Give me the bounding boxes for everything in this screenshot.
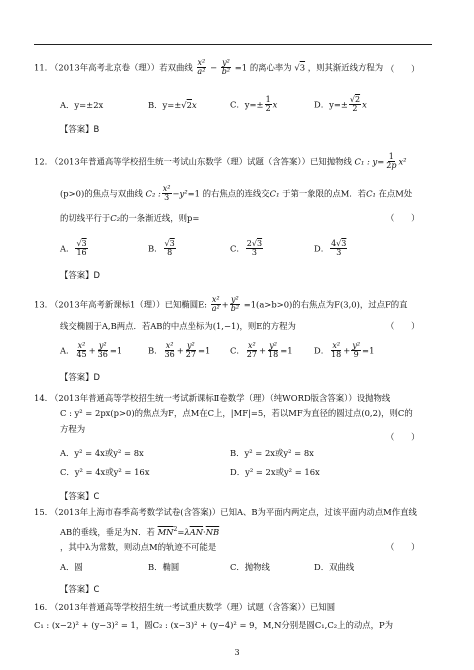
q14-answer: 【答案】C	[60, 491, 100, 501]
q12-paren: （ ）	[386, 213, 420, 223]
q13-option-c: C． $\frac{\text{x²}}{27}$ + $\frac{\text{y²}}{18}$ =1	[230, 341, 293, 360]
q11-frac-y: $\frac{\text{y²}}{\text{b²}}$	[221, 58, 231, 77]
q13-stem-1: 13. （2013年高考新课标1（理））已知椭圆E: $\frac{\text{x²}}{\text{a²}}$ + $\frac{\text{y²}}{\text{b²}}$ =1(a>b>0)的右焦点为F(3,0)，过点F的直	[34, 295, 408, 314]
q16-stem-2: C₁ : (x−2)² + (y−3)² = 1，圆C₂ : (x−3)² + (y−4)² = 9，M,N分别是圆C₁,C₂上的动点，P为	[34, 620, 393, 630]
q13-stem-2: 线交椭圆于A,B两点．若AB的中点坐标为(1,−1)，则E的方程为	[60, 321, 296, 331]
q15-option-b: B．椭圆	[148, 562, 180, 572]
q12-stem-1: 12. （2013年普通高等学校招生统一考试山东数学（理）试题（含答案））已知抛物线 C₁ : y= $\frac{1}{2p}$ x²	[34, 152, 407, 171]
q11-answer: 【答案】B	[60, 124, 100, 134]
q15-paren: （ ）	[386, 542, 420, 552]
q15-stem-1: 15. （2013年上海市春季高考数学试卷(含答案)）已知A、B为平面内两定点，过该平面内动点M作直线	[34, 507, 417, 517]
q14-stem-1: 14. （2013年普通高等学校招生统一考试新课标Ⅱ卷数学（理）（纯WORD版含答案））设抛物线	[34, 393, 391, 403]
q11-stem: 11. （2013年高考北京卷（理））若双曲线 $\frac{\text{x²}}{\text{a²}}$ − $\frac{\text{y²}}{\text{b²}}$ =1 的离心率为 √3 ，则其渐近线方程为	[34, 58, 384, 77]
q14-option-b: B．y² = 2x或y² = 8x	[230, 448, 314, 458]
q12-option-d: D． $\frac{4√3}{3}$	[314, 239, 347, 258]
q13-option-d: D． $\frac{\text{x²}}{18}$ + $\frac{\text{y²}}{9}$ =1	[314, 341, 375, 360]
q15-stem-2: AB的垂线，垂足为N．若 $\overline{MN}^2=\lambda\overline{AN}\cdot\overline{NB}$	[60, 526, 220, 537]
q11-option-c: C．y=± $\frac{1}{2}$ x	[230, 95, 278, 114]
q14-paren: （ ）	[386, 432, 420, 442]
q12-option-c: C． $\frac{2√3}{3}$	[230, 239, 263, 258]
q13-option-a: A． $\frac{\text{x²}}{45}$ + $\frac{\text{y²}}{36}$ =1	[60, 341, 123, 360]
q14-option-c: C．y² = 4x或y² = 16x	[60, 467, 150, 477]
q14-stem-2: C : y² = 2px(p>0)的焦点为F，点M在C上，|MF|=5，若以MF为直径的圆过点(0,2)，则C的	[60, 408, 413, 418]
q15-answer: 【答案】C	[60, 584, 100, 594]
q11-option-a: A．y=±2x	[60, 100, 104, 110]
q12-stem-3: 的切线平行于C₂的一条渐近线，则p=	[60, 213, 200, 223]
q15-option-d: D．双曲线	[314, 562, 355, 572]
q14-stem-3: 方程为	[60, 424, 86, 434]
header-rule	[34, 44, 432, 45]
q14-option-d: D．y² = 2x或y² = 16x	[230, 467, 320, 477]
q13-option-b: B． $\frac{\text{x²}}{36}$ + $\frac{\text{y²}}{27}$ =1	[148, 341, 211, 360]
q15-option-c: C．抛物线	[230, 562, 270, 572]
q12-option-b: B． $\frac{√3}{8}$	[148, 239, 175, 258]
q12-option-a: A． $\frac{√3}{16}$	[60, 239, 87, 258]
page-number: 3	[234, 648, 240, 657]
q15-stem-3: ，其中λ为常数，则动点M的轨迹不可能是	[60, 542, 217, 552]
q15-option-a: A．圆	[60, 562, 83, 572]
q12-answer: 【答案】D	[60, 270, 100, 280]
q11-sqrt3: √3	[294, 62, 306, 73]
q13-answer: 【答案】D	[60, 372, 100, 382]
q12-stem-2: (p>0)的焦点与双曲线 C₂ : $\frac{\text{x²}}{3}$ −y²=1 的右焦点的连线交C₁ 于第一象限的点M．若C₁ 在点M处	[60, 184, 413, 203]
q16-stem-1: 16. （2013年普通高等学校招生统一考试重庆数学（理）试题（含答案））已知圆	[34, 602, 336, 612]
q11-option-b: B．y=±√2x	[148, 100, 197, 110]
q13-paren: （ ）	[386, 321, 420, 331]
q11-paren: （ ）	[386, 64, 420, 74]
q14-option-a: A．y² = 4x或y² = 8x	[60, 448, 144, 458]
q11-frac-x: $\frac{\text{x²}}{\text{a²}}$	[197, 58, 206, 77]
q11-option-d: D．y=± $\frac{√2}{2}$ x	[314, 95, 367, 114]
